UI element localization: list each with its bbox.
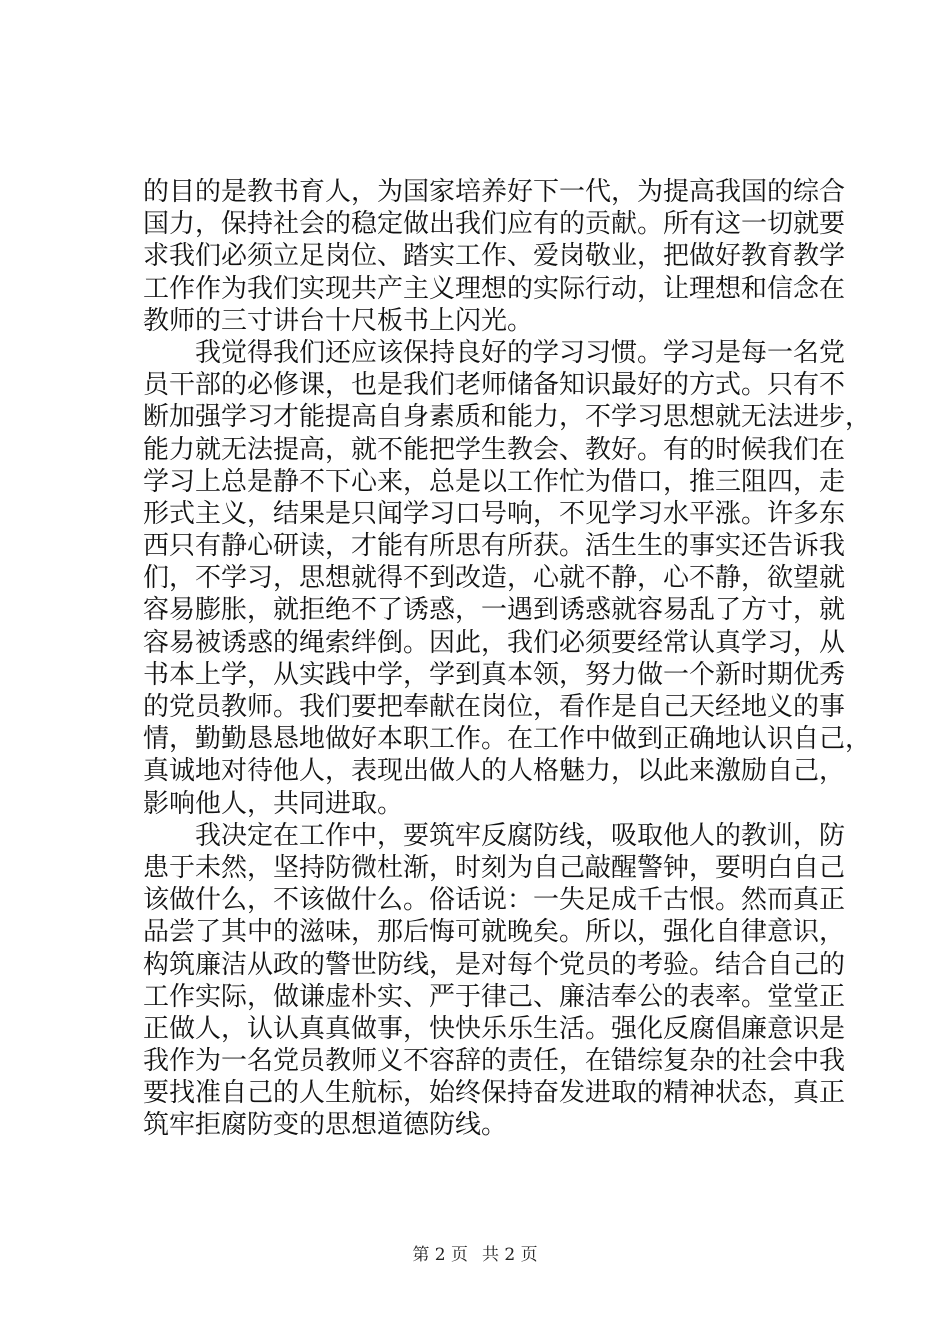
paragraph-1 — [143, 176, 846, 337]
text-line: 我觉得我们还应该保持良好的学习习惯。学习是每一名党 — [143, 337, 846, 368]
text-line: 我作为一名党员教师义不容辞的责任，在错综复杂的社会中我 — [143, 1046, 846, 1077]
text-line: 西只有静心研读，才能有所思有所获。活生生的事实还告诉我 — [143, 531, 846, 562]
text-line: 教师的三寸讲台十尺板书上闪光。 — [143, 305, 534, 336]
text-line: 的目的是教书育人，为国家培养好下一代，为提高我国的综合 — [143, 177, 846, 207]
text-line: 构筑廉洁从政的警世防线，是对每个党员的考验。结合自己的 — [143, 949, 846, 980]
text-line: 品尝了其中的滋味，那后悔可就晚矣。所以，强化自律意识， — [143, 917, 846, 948]
text-line: 筑牢拒腐防变的思想道德防线。 — [143, 1110, 508, 1141]
text-line: 断加强学习才能提高自身素质和能力，不学习思想就无法进步， — [143, 402, 872, 433]
text-line: 工作作为我们实现共产主义理想的实际行动，让理想和信念在 — [143, 273, 846, 304]
text-line: 正做人，认认真真做事，快快乐乐生活。强化反腐倡廉意识是 — [143, 1013, 846, 1044]
text-line: 学习上总是静不下心来，总是以工作忙为借口，推三阻四，走 — [143, 466, 846, 497]
text-line: 形式主义，结果是只闻学习口号响，不见学习水平涨。许多东 — [143, 498, 846, 529]
text-line: 的党员教师。我们要把奉献在岗位，看作是自己天经地义的事 — [143, 692, 846, 722]
page-total: 共 2 页 — [482, 1245, 538, 1265]
text-line: 员干部的必修课，也是我们老师储备知识最好的方式。只有不 — [143, 370, 846, 401]
text-line: 容易被诱惑的绳索绊倒。因此，我们必须要经常认真学习，从 — [143, 627, 846, 658]
text-line: 书本上学，从实践中学，学到真本领，努力做一个新时期优秀 — [143, 659, 846, 690]
text-line: 要找准自己的人生航标，始终保持奋发进取的精神状态，真正 — [143, 1078, 846, 1109]
paragraph-2 — [143, 337, 872, 820]
text-line: 求我们必须立足岗位、踏实工作、爱岗敬业，把做好教育教学 — [143, 241, 846, 272]
text-line: 影响他人，共同进取。 — [143, 788, 404, 819]
text-line: 我决定在工作中，要筑牢反腐防线，吸取他人的教训，防 — [143, 820, 846, 851]
text-line: 患于未然，坚持防微杜渐，时刻为自己敲醒警钟，要明白自己 — [143, 852, 846, 883]
text-line: 们，不学习，思想就得不到改造，心就不静，心不静，欲望就 — [143, 563, 846, 594]
text-line: 容易膨胀，就拒绝不了诱惑，一遇到诱惑就容易乱了方寸，就 — [143, 595, 846, 626]
body-text — [143, 176, 872, 1142]
text-line: 真诚地对待他人，表现出做人的人格魅力，以此来激励自己， — [143, 756, 846, 787]
page-number: 第 2 页 — [412, 1245, 468, 1265]
page-footer — [0, 1244, 950, 1266]
text-line: 情，勤勤恳恳地做好本职工作。在工作中做到正确地认识自己， — [143, 724, 872, 755]
text-line: 工作实际，做谦虚朴实、严于律己、廉洁奉公的表率。堂堂正 — [143, 981, 846, 1012]
text-line: 国力，保持社会的稳定做出我们应有的贡献。所有这一切就要 — [143, 209, 846, 240]
text-line: 能力就无法提高，就不能把学生教会、教好。有的时候我们在 — [143, 434, 846, 465]
paragraph-3 — [143, 820, 846, 1142]
text-line: 该做什么，不该做什么。俗话说：一失足成千古恨。然而真正 — [143, 885, 846, 916]
